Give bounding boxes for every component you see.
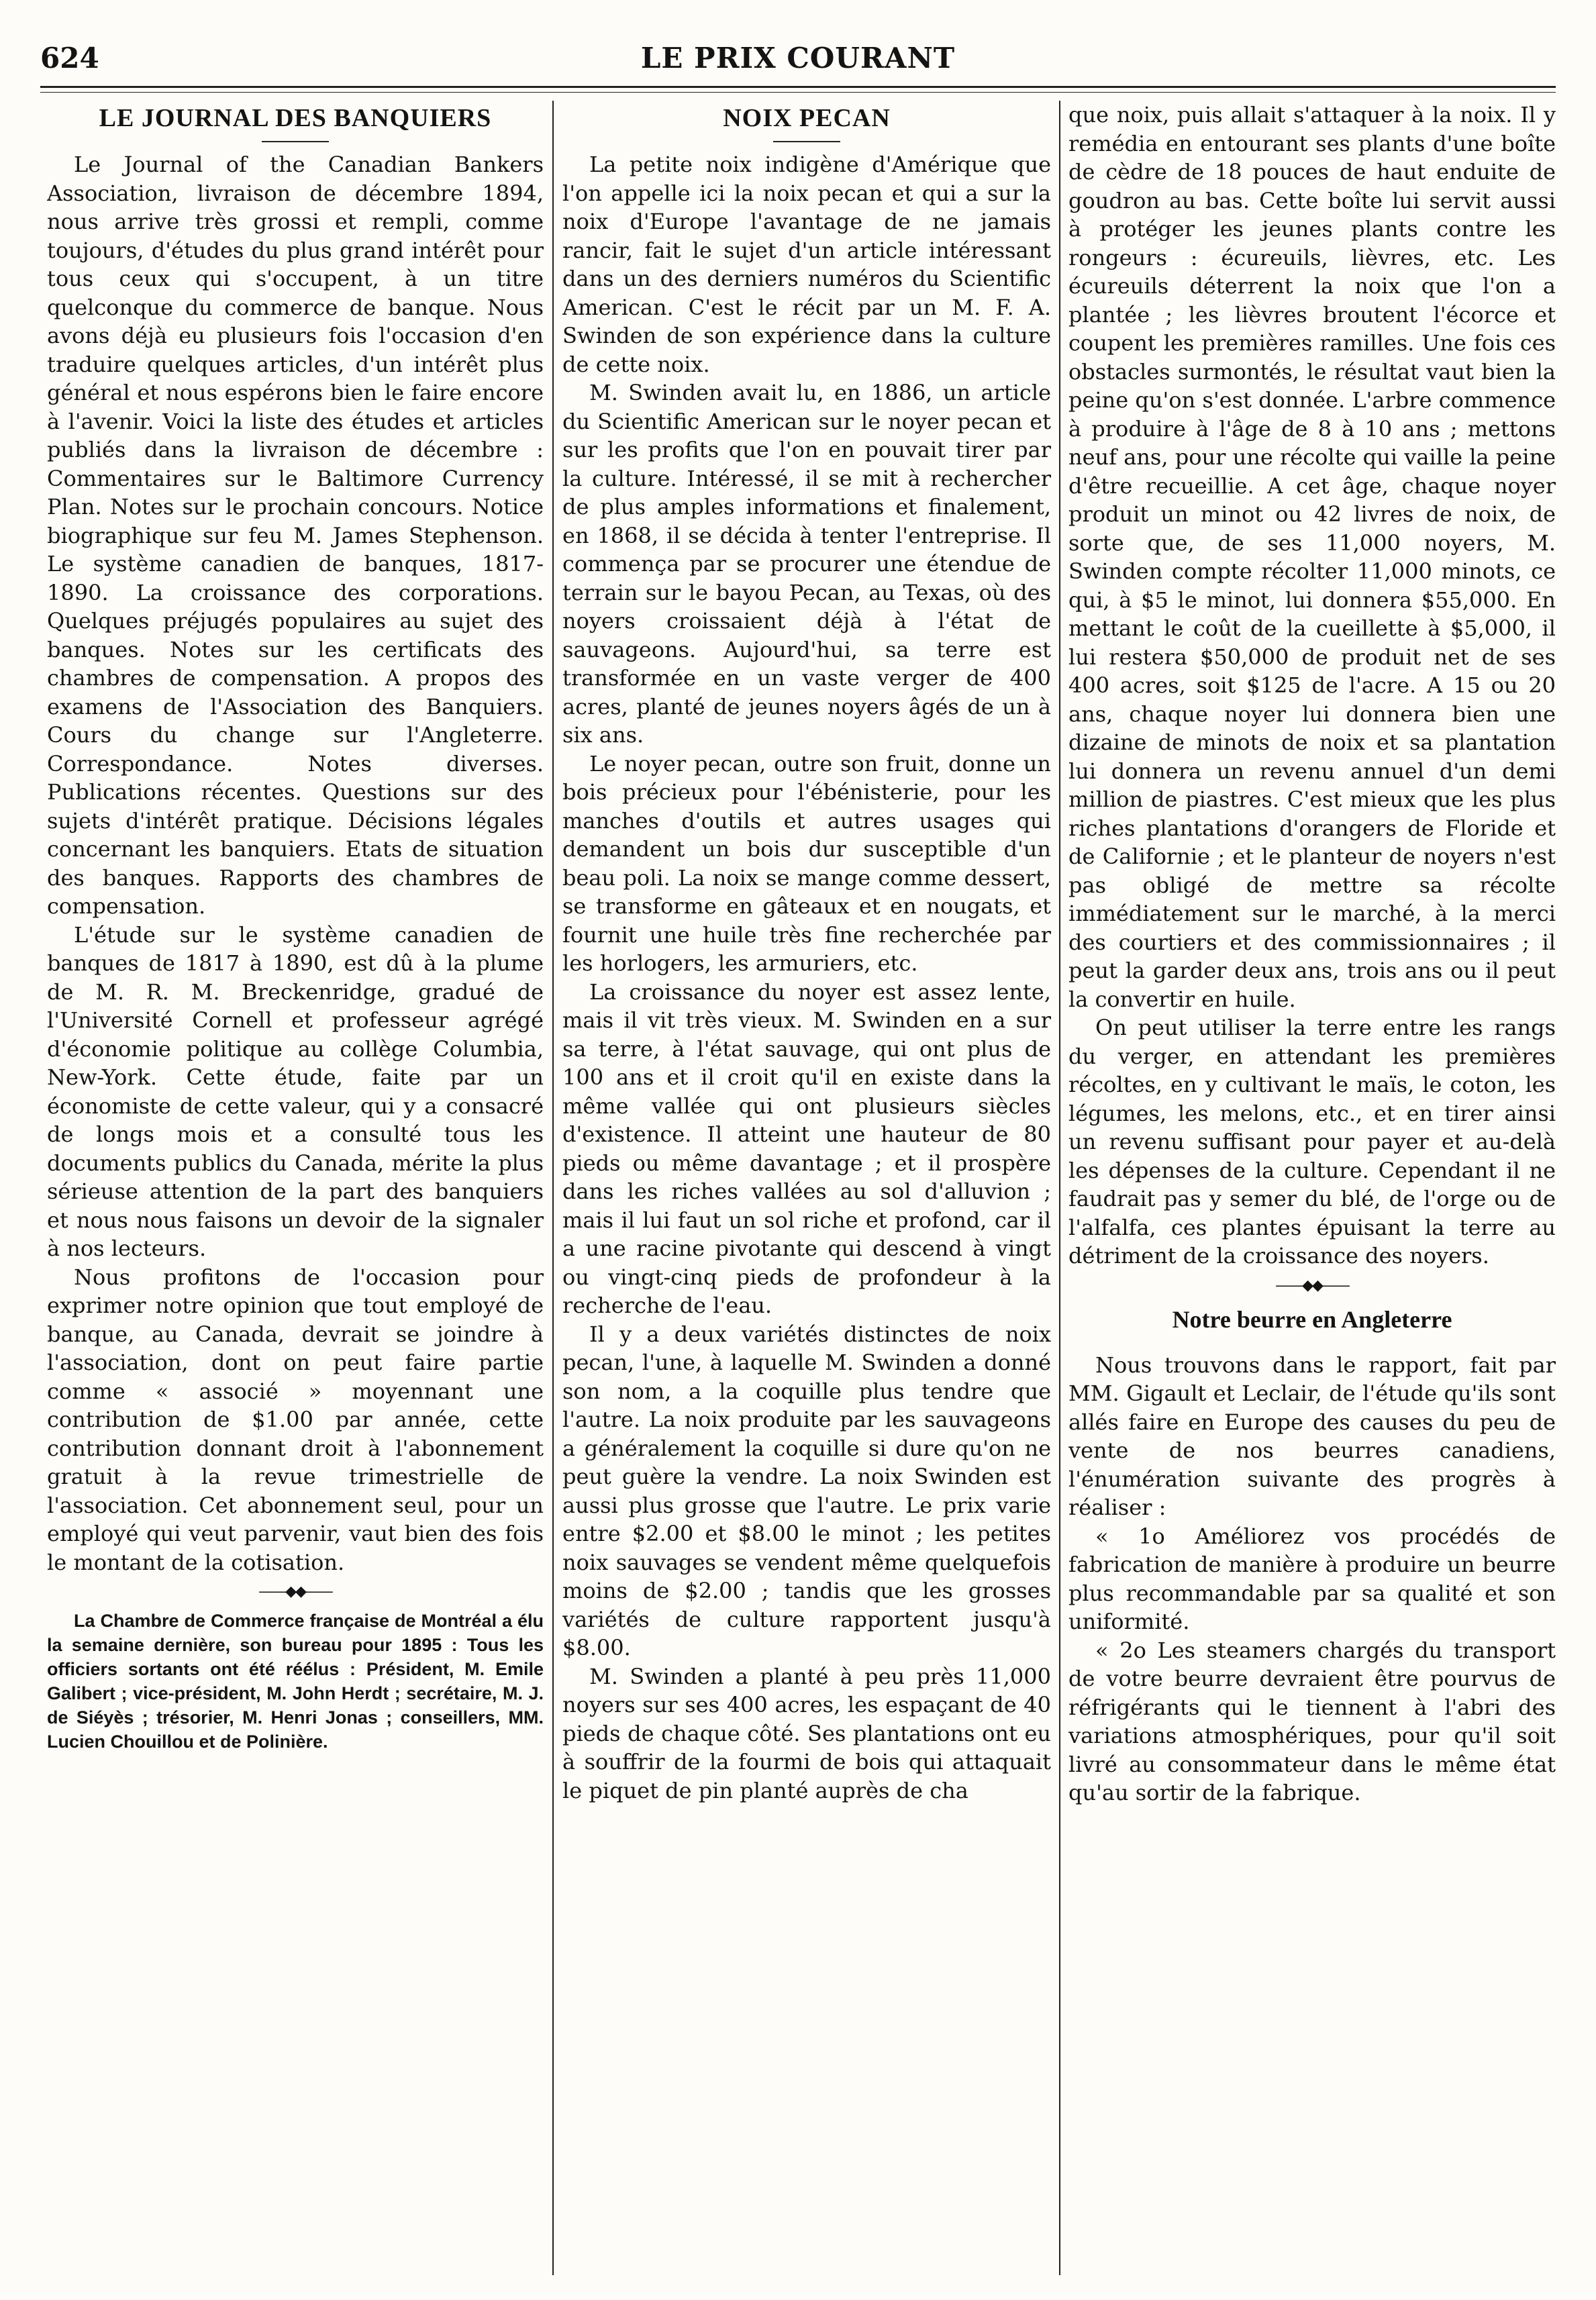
column-divider-1 <box>552 101 554 2275</box>
section-ornament: ——◆◆—— <box>258 1583 332 1600</box>
paragraph: Nous profitons de l'occasion pour exprimer notre opinion que tout employé de banque, au Canada, devrait se joindre à l'association, dont on peut faire partie comme « associé » moyennant une contribution de $1.00 par année, cette contribution donnant droit à l'abonnement gratuit à la revue trimestrielle de l'association. Cet abonnement seul, pour un employé qui veut parvenir, vaut bien des fois le montant de la cotisation. <box>47 1264 544 1575</box>
article-title-noix-pecan: NOIX PECAN <box>723 104 891 132</box>
title-dash <box>773 141 840 142</box>
paragraph: La croissance du noyer est assez lente, mais il vit très vieux. M. Swinden en a sur sa terre, à l'état sauvage, qui ont plus de 100 ans et il croit qu'il en existe dans la même vallée qui ont plusieurs siècles d'existence. Il atteint une hauteur de 80 pieds ou même davantage ; et il prospère dans les riches vallées au sol d'alluvion ; mais il lui faut un sol riche et profond, car il a une racine pivotante qui descend à vingt ou vingt-cinq pieds de profondeur à la recherche de l'eau. <box>562 979 1051 1318</box>
page-number: 624 <box>40 42 99 74</box>
paragraph: M. Swinden a planté à peu près 11,000 noyers sur ses 400 acres, les espaçant de 40 pieds de chaque côté. Ses plantations ont eu à souffrir de la fourmi de bois qui attaquait le piquet de pin planté auprès de cha <box>562 1663 1051 1803</box>
column-1 <box>47 101 544 2265</box>
paragraph-continued: que noix, puis allait s'attaquer à la noix. Il y remédia en entourant ses plants d'une boîte de cèdre de 18 pouces de haut enduite de goudron au bas. Cette boîte lui servit aussi à protéger les jeunes plants contre les rongeurs : écureuils, lièvres, etc. Les écureuils déterrent la noix que l'on a plantée ; les lièvres broutent l'écorce et coupent les premières ramilles. Une fois ces obstacles surmontés, le résultat vaut bien la peine qu'on s'est donnée. L'arbre commence à produire à l'âge de 8 à 10 ans ; mettons neuf ans, pour une récolte qui vaille la peine d'être recueillie. A cet âge, chaque noyer produit un minot ou 42 livres de noix, de sorte que, de ses 11,000 noyers, M. Swinden compte récolter 11,000 minots, ce qui, à $5 le minot, lui donnera $55,000. En mettant le coût de la cueillette à $5,000, il lui restera $50,000 de produit net de ses 400 acres, soit $125 de l'acre. A 15 ou 20 ans, chaque noyer lui donnera bien une dizaine de minots de noix et sa plantation lui donnera un revenu annuel d'un demi million de piastres. C'est mieux que les plus riches plantations d'orangers de Floride et de Californie ; et le planteur de noyers n'est pas obligé de mettre sa récolte immédiatement sur le marché, à la merci des courtiers et des commissionnaires ; il peut la garder deux ans, trois ans ou il peut la convertir en huile. <box>1068 102 1556 1012</box>
paragraph: « 1o Améliorez vos procédés de fabrication de manière à produire un beurre plus recommandable par sa qualité et son uniformité. <box>1068 1523 1556 1634</box>
top-rule <box>40 86 1556 93</box>
paragraph: La petite noix indigène d'Amérique que l'on appelle ici la noix pecan et qui a sur la noix d'Europe l'avantage de ne jamais rancir, fait le sujet d'un article intéressant dans un des derniers numéros du Scientific American. C'est le récit par un M. F. A. Swinden de son expérience dans la culture de cette noix. <box>562 152 1051 377</box>
column-divider-2 <box>1059 101 1060 2275</box>
notice-paragraph: La Chambre de Commerce française de Montréal a élu la semaine dernière, son bureau pour 1895 : Tous les officiers sortants ont été réélus : Président, M. Emile Galibert ; vice-président, M. John Herdt ; secrétaire, M. J. de Siéyès ; trésorier, M. Henri Jonas ; conseillers, MM. Lucien Chouillou et de Polinière. <box>47 1611 544 1752</box>
article-title-journal-des-banquiers: LE JOURNAL DES BANQUIERS <box>99 104 492 132</box>
paragraph: Nous trouvons dans le rapport, fait par MM. Gigault et Leclair, de l'étude qu'ils sont allés faire en Europe des causes du peu de vente de nos beurres canadiens, l'énumération suivante des progrès à réaliser : <box>1068 1352 1556 1520</box>
column-3 <box>1068 101 1556 2265</box>
column-2 <box>562 101 1051 2265</box>
paragraph: Le Journal of the Canadian Bankers Association, livraison de décembre 1894, nous arrive très grossi et rempli, comme toujours, d'études du plus grand intérêt pour tous ceux qui s'occupent, à un titre quelconque du commerce de banque. Nous avons déjà eu plusieurs fois l'occasion d'en traduire quelques articles, d'un intérêt plus général et nous espérons bien le faire encore à l'avenir. Voici la liste des études et articles publiés dans la livraison de décembre : Commentaires sur le Baltimore Currency Plan. Notes sur le prochain concours. Notice biographique sur feu M. James Stephenson. Le système canadien de banques, 1817-1890. La croissance des corporations. Quelques préjugés populaires au sujet des banques. Notes sur les certificats des chambres de compensation. A propos des examens de l'Association des Banquiers. Cours du change sur l'Angleterre. Correspondance. Notes diverses. Publications récentes. Questions sur des sujets d'intérêt pratique. Décisions légales concernant les banquiers. Etats de situation des banques. Rapports des chambres de compensation. <box>47 152 544 919</box>
title-dash <box>262 141 329 142</box>
running-head: LE PRIX COURANT <box>640 42 956 74</box>
paragraph: M. Swinden avait lu, en 1886, un article du Scientific American sur le noyer pecan et sur les profits que l'on en pouvait tirer par la culture. Intéressé, il se mit à rechercher de plus amples informations et finalement, en 1868, il se décida à tenter l'entreprise. Il commença par se procurer une étendue de terrain sur le bayou Pecan, au Texas, où des noyers croissaient déjà à l'état de sauvageons. Aujourd'hui, sa terre est transformée en un vaste verger de 400 acres, planté de jeunes noyers âgés de un à six ans. <box>562 380 1051 748</box>
notice-block <box>47 1609 544 1754</box>
paragraph: On peut utiliser la terre entre les rangs du verger, en attendant les premières récoltes, en y cultivant le maïs, le coton, les légumes, les melons, etc., et en tirer ainsi un revenu suffisant pour payer et au-delà les dépenses de la culture. Cependant il ne faudrait pas y semer du blé, de l'orge ou de l'alfalfa, ces plantes épuisant la terre au détriment de la croissance des noyers. <box>1068 1015 1556 1268</box>
section-ornament: ——◆◆—— <box>1275 1277 1349 1294</box>
paragraph: « 2o Les steamers chargés du transport de votre beurre devraient être pourvus de réfrigérants qui le tiennent à l'abri des variations atmosphériques, pour qu'il soit livré au consommateur dans le même état qu'au sortir de la fabrique. <box>1068 1637 1556 1805</box>
paragraph: L'étude sur le système canadien de banques de 1817 à 1890, est dû à la plume de M. R. M. Breckenridge, gradué de l'Université Cornell et professeur agrégé d'économie politique au collège Columbia, New-York. Cette étude, faite par un économiste de cette valeur, qui y a consacré de longs mois et a consulté tous les documents publics du Canada, mérite la plus sérieuse attention de la part des banquiers et nous nous faisons un devoir de la signaler à nos lecteurs. <box>47 921 544 1261</box>
article-title-notre-beurre: Notre beurre en Angleterre <box>1172 1305 1452 1333</box>
paragraph: Le noyer pecan, outre son fruit, donne un bois précieux pour l'ébénisterie, pour les manches d'outils et autres usages qui demandent un bois dur susceptible d'un beau poli. La noix se mange comme dessert, se transforme en gâteaux et en nougats, et fournit une huile très fine recherchée par les horlogers, les armuriers, etc. <box>562 750 1051 976</box>
paragraph: Il y a deux variétés distinctes de noix pecan, l'une, à laquelle M. Swinden a donné son nom, a la coquille plus tendre que l'autre. La noix produite par les sauvageons a généralement la coquille si dure qu'on ne peut guère la vendre. La noix Swinden est aussi plus grosse que l'autre. Le prix varie entre $2.00 et $8.00 le minot ; les petites noix sauvages se vendent même quelquefois moins de $2.00 ; tandis que les grosses variétés de culture rapportent jusqu'à $8.00. <box>562 1321 1051 1660</box>
